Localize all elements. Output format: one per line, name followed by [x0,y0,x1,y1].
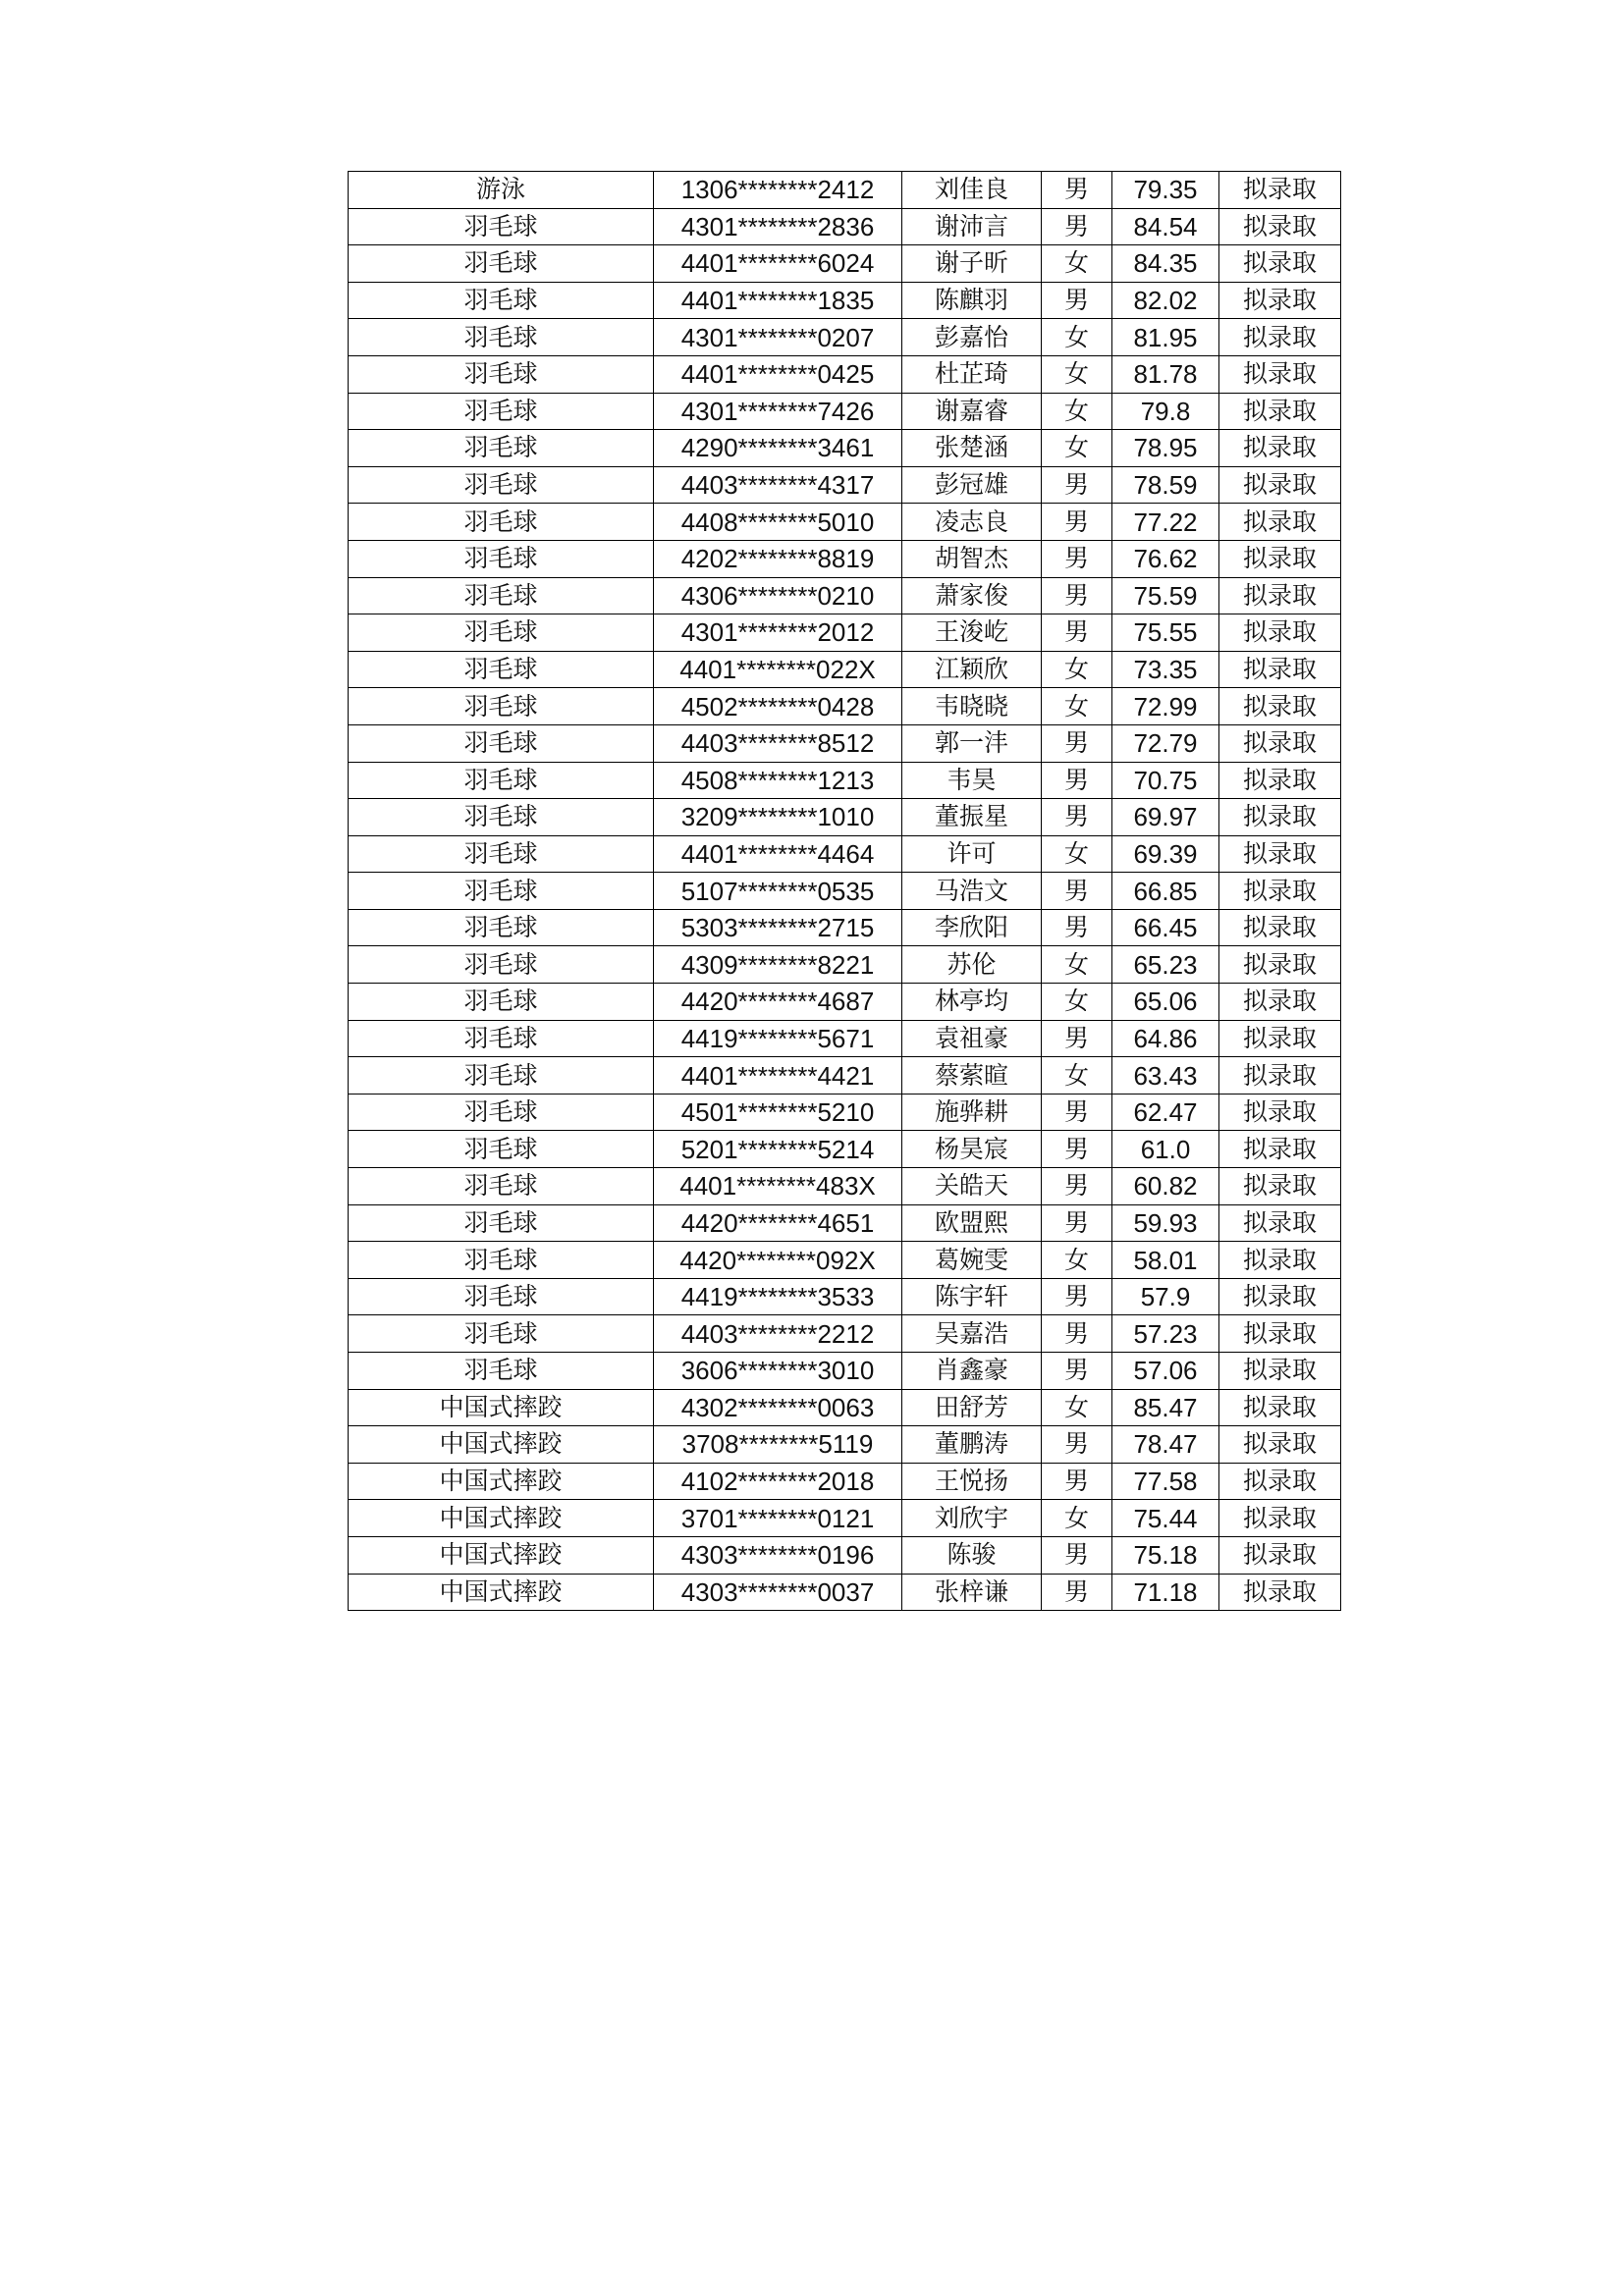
id-number-cell: 4508********1213 [654,762,902,799]
score-cell: 69.39 [1112,835,1219,873]
sport-cell: 羽毛球 [349,245,654,283]
status-cell: 拟录取 [1219,355,1341,393]
table-row [349,1500,1341,1537]
gender-cell: 男 [1042,1426,1112,1464]
table-row [349,393,1341,430]
name-cell: 蔡萦暄 [902,1057,1042,1095]
gender-cell: 男 [1042,282,1112,319]
name-cell: 林亭均 [902,984,1042,1021]
score-cell: 64.86 [1112,1020,1219,1057]
sport-cell: 羽毛球 [349,724,654,762]
name-cell: 韦晓晓 [902,688,1042,725]
name-cell: 刘欣宇 [902,1500,1042,1537]
status-cell: 拟录取 [1219,835,1341,873]
id-number-cell: 4419********5671 [654,1020,902,1057]
score-cell: 57.06 [1112,1353,1219,1390]
name-cell: 袁祖豪 [902,1020,1042,1057]
sport-cell: 羽毛球 [349,946,654,984]
status-cell: 拟录取 [1219,762,1341,799]
gender-cell: 男 [1042,1536,1112,1574]
score-cell: 77.22 [1112,504,1219,541]
name-cell: 谢沛言 [902,208,1042,245]
sport-cell: 羽毛球 [349,319,654,356]
table-row [349,909,1341,946]
sport-cell: 羽毛球 [349,1057,654,1095]
status-cell: 拟录取 [1219,245,1341,283]
gender-cell: 男 [1042,799,1112,836]
gender-cell: 男 [1042,1168,1112,1205]
name-cell: 杜芷琦 [902,355,1042,393]
sport-cell: 羽毛球 [349,873,654,910]
name-cell: 田舒芳 [902,1389,1042,1426]
table-row [349,1574,1341,1611]
status-cell: 拟录取 [1219,909,1341,946]
status-cell: 拟录取 [1219,799,1341,836]
name-cell: 谢子昕 [902,245,1042,283]
id-number-cell: 4102********2018 [654,1463,902,1500]
gender-cell: 男 [1042,172,1112,209]
status-cell: 拟录取 [1219,504,1341,541]
id-number-cell: 4301********0207 [654,319,902,356]
sport-cell: 羽毛球 [349,799,654,836]
gender-cell: 男 [1042,208,1112,245]
table-row [349,1278,1341,1315]
score-cell: 60.82 [1112,1168,1219,1205]
score-cell: 79.35 [1112,172,1219,209]
gender-cell: 男 [1042,1020,1112,1057]
table-row [349,208,1341,245]
status-cell: 拟录取 [1219,1463,1341,1500]
score-cell: 73.35 [1112,651,1219,688]
name-cell: 萧家俊 [902,577,1042,614]
id-number-cell: 4419********3533 [654,1278,902,1315]
id-number-cell: 3708********5119 [654,1426,902,1464]
status-cell: 拟录取 [1219,577,1341,614]
id-number-cell: 4290********3461 [654,430,902,467]
score-cell: 81.78 [1112,355,1219,393]
sport-cell: 羽毛球 [349,614,654,652]
status-cell: 拟录取 [1219,984,1341,1021]
sport-cell: 羽毛球 [349,577,654,614]
gender-cell: 女 [1042,835,1112,873]
sport-cell: 羽毛球 [349,208,654,245]
gender-cell: 男 [1042,873,1112,910]
id-number-cell: 4420********4687 [654,984,902,1021]
name-cell: 韦昊 [902,762,1042,799]
id-number-cell: 4420********092X [654,1242,902,1279]
name-cell: 陈骏 [902,1536,1042,1574]
table-row [349,984,1341,1021]
name-cell: 谢嘉睿 [902,393,1042,430]
table-body [349,172,1341,1611]
name-cell: 葛婉雯 [902,1242,1042,1279]
status-cell: 拟录取 [1219,540,1341,577]
table-row [349,651,1341,688]
admission-table [348,171,1341,1611]
id-number-cell: 4401********483X [654,1168,902,1205]
name-cell: 杨昊宸 [902,1131,1042,1168]
gender-cell: 女 [1042,393,1112,430]
score-cell: 65.23 [1112,946,1219,984]
score-cell: 57.9 [1112,1278,1219,1315]
id-number-cell: 4401********4464 [654,835,902,873]
id-number-cell: 4403********2212 [654,1315,902,1353]
id-number-cell: 4420********4651 [654,1204,902,1242]
table-row [349,319,1341,356]
table-row [349,614,1341,652]
gender-cell: 男 [1042,577,1112,614]
status-cell: 拟录取 [1219,208,1341,245]
status-cell: 拟录取 [1219,1315,1341,1353]
gender-cell: 女 [1042,1242,1112,1279]
id-number-cell: 5303********2715 [654,909,902,946]
sport-cell: 中国式摔跤 [349,1536,654,1574]
score-cell: 85.47 [1112,1389,1219,1426]
status-cell: 拟录取 [1219,1020,1341,1057]
gender-cell: 男 [1042,1574,1112,1611]
gender-cell: 男 [1042,1278,1112,1315]
score-cell: 78.47 [1112,1426,1219,1464]
sport-cell: 中国式摔跤 [349,1389,654,1426]
name-cell: 苏伦 [902,946,1042,984]
table-row [349,1389,1341,1426]
id-number-cell: 4301********2012 [654,614,902,652]
gender-cell: 男 [1042,909,1112,946]
gender-cell: 女 [1042,319,1112,356]
score-cell: 57.23 [1112,1315,1219,1353]
name-cell: 肖鑫豪 [902,1353,1042,1390]
id-number-cell: 5107********0535 [654,873,902,910]
table-row [349,1426,1341,1464]
score-cell: 69.97 [1112,799,1219,836]
name-cell: 刘佳良 [902,172,1042,209]
table-row [349,873,1341,910]
id-number-cell: 4408********5010 [654,504,902,541]
id-number-cell: 4309********8221 [654,946,902,984]
score-cell: 84.35 [1112,245,1219,283]
table-row [349,577,1341,614]
sport-cell: 羽毛球 [349,466,654,504]
name-cell: 关皓天 [902,1168,1042,1205]
score-cell: 65.06 [1112,984,1219,1021]
gender-cell: 男 [1042,1315,1112,1353]
name-cell: 吴嘉浩 [902,1315,1042,1353]
score-cell: 71.18 [1112,1574,1219,1611]
score-cell: 58.01 [1112,1242,1219,1279]
score-cell: 62.47 [1112,1094,1219,1131]
name-cell: 许可 [902,835,1042,873]
table-row [349,1315,1341,1353]
gender-cell: 女 [1042,651,1112,688]
id-number-cell: 4501********5210 [654,1094,902,1131]
name-cell: 李欣阳 [902,909,1042,946]
name-cell: 张楚涵 [902,430,1042,467]
status-cell: 拟录取 [1219,172,1341,209]
score-cell: 72.79 [1112,724,1219,762]
id-number-cell: 4302********0063 [654,1389,902,1426]
sport-cell: 羽毛球 [349,355,654,393]
id-number-cell: 4303********0037 [654,1574,902,1611]
id-number-cell: 4202********8819 [654,540,902,577]
sport-cell: 羽毛球 [349,1353,654,1390]
status-cell: 拟录取 [1219,1574,1341,1611]
id-number-cell: 4403********8512 [654,724,902,762]
name-cell: 欧盟熙 [902,1204,1042,1242]
sport-cell: 羽毛球 [349,1168,654,1205]
table-row [349,1094,1341,1131]
table-row [349,1242,1341,1279]
table-row [349,466,1341,504]
sport-cell: 中国式摔跤 [349,1463,654,1500]
sport-cell: 羽毛球 [349,984,654,1021]
id-number-cell: 3701********0121 [654,1500,902,1537]
name-cell: 彭嘉怡 [902,319,1042,356]
table-row [349,1168,1341,1205]
id-number-cell: 4401********0425 [654,355,902,393]
sport-cell: 羽毛球 [349,909,654,946]
score-cell: 66.45 [1112,909,1219,946]
table-row [349,688,1341,725]
gender-cell: 女 [1042,984,1112,1021]
id-number-cell: 4502********0428 [654,688,902,725]
status-cell: 拟录取 [1219,393,1341,430]
table-row [349,1204,1341,1242]
sport-cell: 羽毛球 [349,688,654,725]
table-row [349,799,1341,836]
name-cell: 郭一沣 [902,724,1042,762]
gender-cell: 男 [1042,614,1112,652]
sport-cell: 羽毛球 [349,1242,654,1279]
table-row [349,245,1341,283]
sport-cell: 中国式摔跤 [349,1500,654,1537]
score-cell: 78.59 [1112,466,1219,504]
status-cell: 拟录取 [1219,688,1341,725]
sport-cell: 羽毛球 [349,1094,654,1131]
name-cell: 王浚屹 [902,614,1042,652]
gender-cell: 男 [1042,1131,1112,1168]
sport-cell: 羽毛球 [349,282,654,319]
gender-cell: 男 [1042,724,1112,762]
table-row [349,1020,1341,1057]
gender-cell: 男 [1042,540,1112,577]
sport-cell: 羽毛球 [349,762,654,799]
name-cell: 彭冠雄 [902,466,1042,504]
status-cell: 拟录取 [1219,1426,1341,1464]
score-cell: 72.99 [1112,688,1219,725]
name-cell: 马浩文 [902,873,1042,910]
gender-cell: 女 [1042,245,1112,283]
score-cell: 70.75 [1112,762,1219,799]
status-cell: 拟录取 [1219,1168,1341,1205]
score-cell: 75.59 [1112,577,1219,614]
id-number-cell: 4303********0196 [654,1536,902,1574]
score-cell: 79.8 [1112,393,1219,430]
status-cell: 拟录取 [1219,1057,1341,1095]
gender-cell: 女 [1042,1500,1112,1537]
gender-cell: 男 [1042,1204,1112,1242]
id-number-cell: 4401********6024 [654,245,902,283]
name-cell: 江颖欣 [902,651,1042,688]
table-row [349,835,1341,873]
score-cell: 75.44 [1112,1500,1219,1537]
table-row [349,430,1341,467]
table-row [349,1131,1341,1168]
id-number-cell: 4301********7426 [654,393,902,430]
gender-cell: 男 [1042,762,1112,799]
name-cell: 凌志良 [902,504,1042,541]
name-cell: 王悦扬 [902,1463,1042,1500]
name-cell: 张梓谦 [902,1574,1042,1611]
table-row [349,504,1341,541]
id-number-cell: 5201********5214 [654,1131,902,1168]
id-number-cell: 1306********2412 [654,172,902,209]
gender-cell: 女 [1042,688,1112,725]
table-row [349,282,1341,319]
status-cell: 拟录取 [1219,319,1341,356]
score-cell: 66.85 [1112,873,1219,910]
id-number-cell: 4306********0210 [654,577,902,614]
status-cell: 拟录取 [1219,651,1341,688]
status-cell: 拟录取 [1219,1389,1341,1426]
sport-cell: 羽毛球 [349,1020,654,1057]
sport-cell: 羽毛球 [349,835,654,873]
status-cell: 拟录取 [1219,430,1341,467]
score-cell: 76.62 [1112,540,1219,577]
gender-cell: 女 [1042,430,1112,467]
score-cell: 59.93 [1112,1204,1219,1242]
name-cell: 董振星 [902,799,1042,836]
table-row [349,762,1341,799]
status-cell: 拟录取 [1219,724,1341,762]
name-cell: 陈麒羽 [902,282,1042,319]
score-cell: 63.43 [1112,1057,1219,1095]
sport-cell: 羽毛球 [349,1315,654,1353]
table-row [349,1057,1341,1095]
id-number-cell: 4401********1835 [654,282,902,319]
status-cell: 拟录取 [1219,1500,1341,1537]
id-number-cell: 4301********2836 [654,208,902,245]
status-cell: 拟录取 [1219,1536,1341,1574]
id-number-cell: 4403********4317 [654,466,902,504]
name-cell: 胡智杰 [902,540,1042,577]
gender-cell: 男 [1042,1353,1112,1390]
sport-cell: 游泳 [349,172,654,209]
gender-cell: 女 [1042,946,1112,984]
table-row [349,540,1341,577]
table-row [349,355,1341,393]
sport-cell: 中国式摔跤 [349,1574,654,1611]
gender-cell: 男 [1042,1094,1112,1131]
gender-cell: 女 [1042,1389,1112,1426]
status-cell: 拟录取 [1219,873,1341,910]
table-row [349,1353,1341,1390]
status-cell: 拟录取 [1219,1278,1341,1315]
status-cell: 拟录取 [1219,946,1341,984]
gender-cell: 女 [1042,355,1112,393]
score-cell: 61.0 [1112,1131,1219,1168]
gender-cell: 男 [1042,466,1112,504]
score-cell: 84.54 [1112,208,1219,245]
status-cell: 拟录取 [1219,1242,1341,1279]
status-cell: 拟录取 [1219,1353,1341,1390]
sport-cell: 羽毛球 [349,430,654,467]
status-cell: 拟录取 [1219,466,1341,504]
gender-cell: 男 [1042,504,1112,541]
id-number-cell: 4401********022X [654,651,902,688]
score-cell: 81.95 [1112,319,1219,356]
score-cell: 82.02 [1112,282,1219,319]
name-cell: 施骅耕 [902,1094,1042,1131]
status-cell: 拟录取 [1219,614,1341,652]
table-row [349,172,1341,209]
status-cell: 拟录取 [1219,1131,1341,1168]
sport-cell: 羽毛球 [349,1278,654,1315]
sport-cell: 羽毛球 [349,504,654,541]
score-cell: 78.95 [1112,430,1219,467]
name-cell: 董鹏涛 [902,1426,1042,1464]
id-number-cell: 3606********3010 [654,1353,902,1390]
sport-cell: 羽毛球 [349,651,654,688]
sport-cell: 羽毛球 [349,1131,654,1168]
name-cell: 陈宇轩 [902,1278,1042,1315]
score-cell: 75.18 [1112,1536,1219,1574]
sport-cell: 羽毛球 [349,393,654,430]
table-row [349,1536,1341,1574]
status-cell: 拟录取 [1219,282,1341,319]
sport-cell: 羽毛球 [349,540,654,577]
sport-cell: 中国式摔跤 [349,1426,654,1464]
score-cell: 75.55 [1112,614,1219,652]
table-row [349,946,1341,984]
score-cell: 77.58 [1112,1463,1219,1500]
gender-cell: 女 [1042,1057,1112,1095]
sport-cell: 羽毛球 [349,1204,654,1242]
id-number-cell: 4401********4421 [654,1057,902,1095]
status-cell: 拟录取 [1219,1204,1341,1242]
status-cell: 拟录取 [1219,1094,1341,1131]
id-number-cell: 3209********1010 [654,799,902,836]
table-row [349,724,1341,762]
table-row [349,1463,1341,1500]
gender-cell: 男 [1042,1463,1112,1500]
